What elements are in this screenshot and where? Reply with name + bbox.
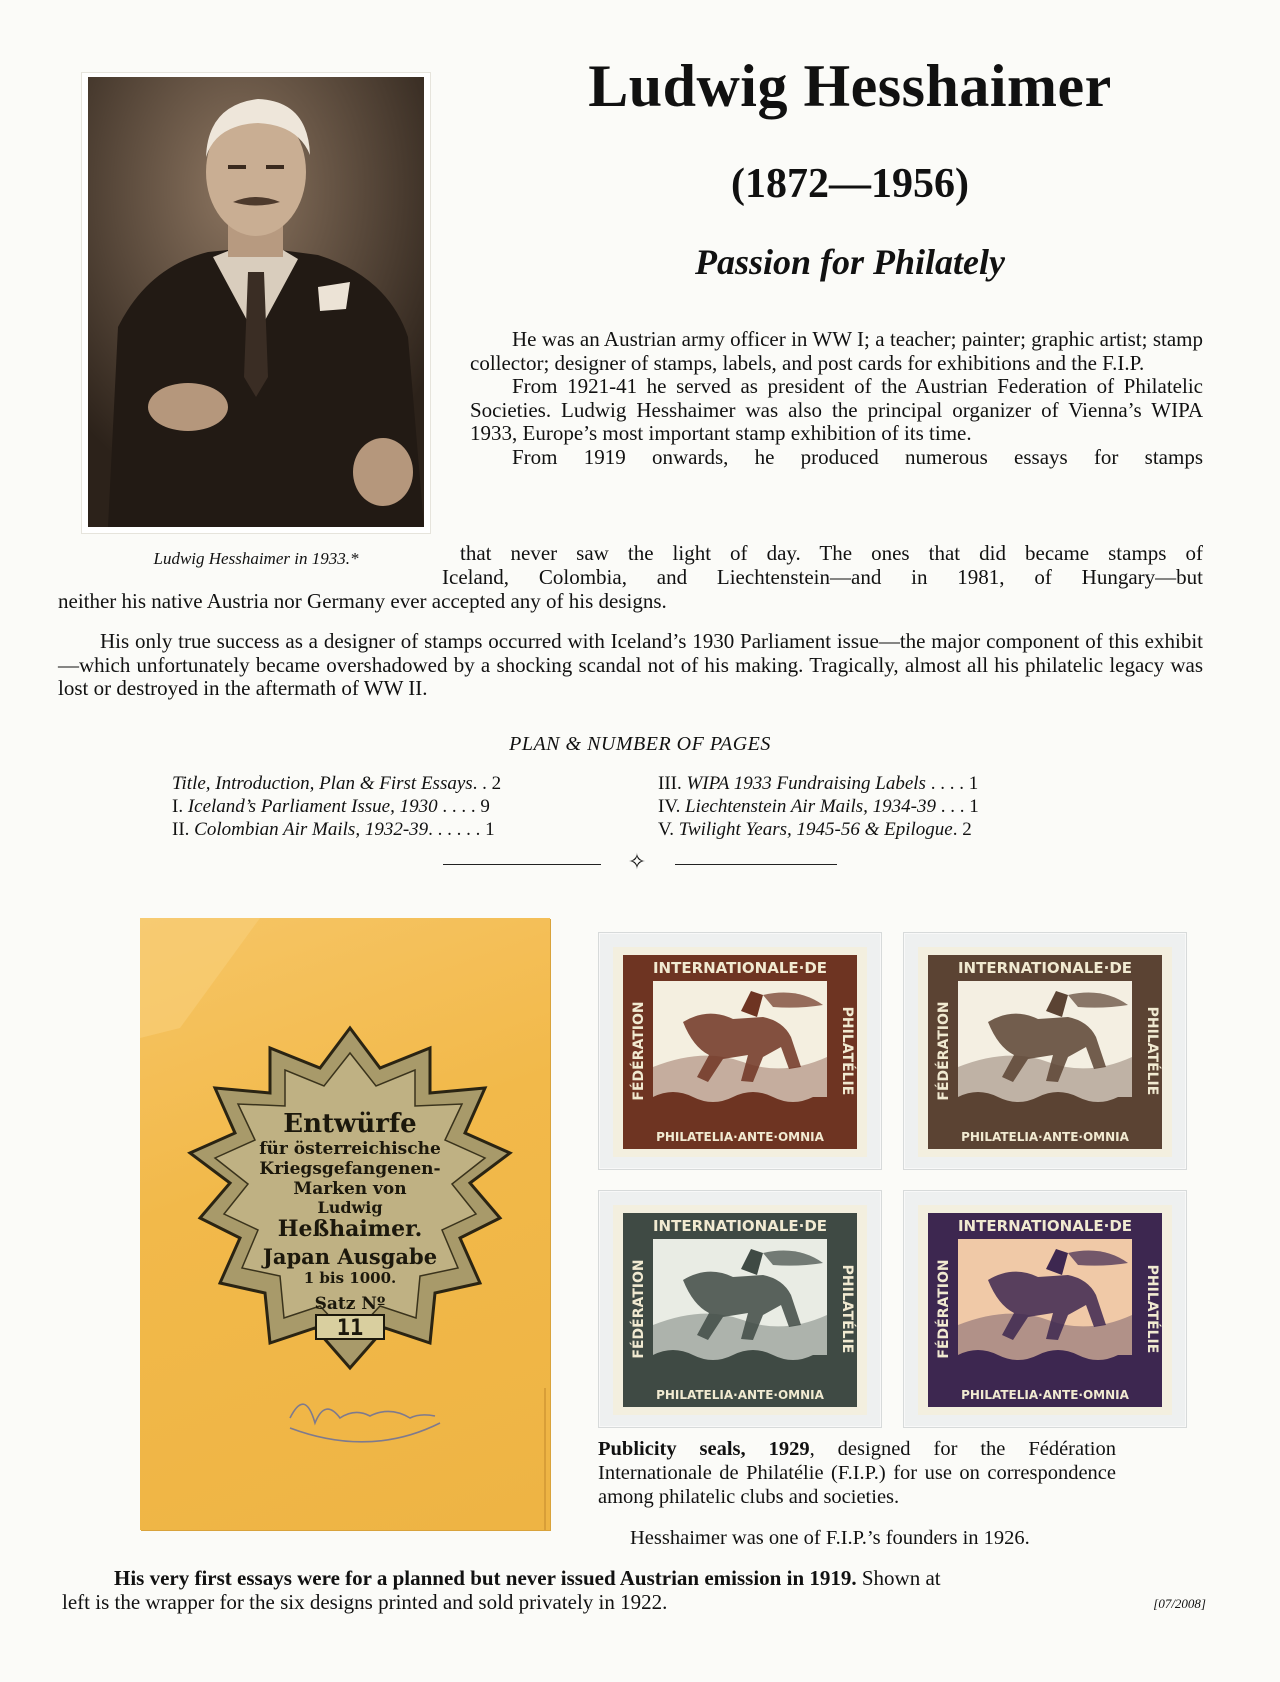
plan-entry-leader: . . .: [935, 796, 970, 817]
intro-paragraph-2: From 1921-41 he served as president of the Austrian Federation of Philatelic Societies. Ludwig Hesshaimer was also the principal organizer of Vienna’s WIPA 1933, Europe’s most important stamp exhibition of its time.: [470, 374, 1203, 446]
plan-entry-leader: . .: [472, 773, 492, 794]
wrapper-line-8: 1 bis 1000.: [303, 1269, 397, 1287]
stamp-artwork: [613, 947, 867, 1157]
wrapper-line-7: Japan Ausgabe: [262, 1244, 438, 1269]
stamp-top-inscription: INTERNATIONALE·DE: [652, 1217, 828, 1235]
wrapper-line-9: Satz Nº: [314, 1294, 386, 1314]
wrapper-artwork: [140, 918, 550, 1530]
stamp-right-inscription: PHILATÉLIE: [839, 1006, 855, 1096]
plan-right-column: [658, 772, 1218, 841]
stamp-sleeve: [903, 1190, 1187, 1428]
publicity-seal-stamp: [918, 1205, 1172, 1415]
stamp-left-inscription: FÉDÉRATION: [936, 1001, 952, 1101]
divider-ornament-icon: ✧: [627, 849, 647, 874]
stamp-right-inscription: PHILATÉLIE: [839, 1264, 855, 1354]
plan-entry-leader: . . . .: [437, 796, 481, 817]
essay-wrapper: [140, 918, 550, 1530]
footer-line-2: left is the wrapper for the six designs printed and sold privately in 1922.: [62, 1590, 668, 1614]
plan-entry-number: IV.: [658, 796, 681, 817]
page-subtitle: Passion for Philately: [694, 242, 1005, 282]
publicity-seal-stamp: [918, 947, 1172, 1157]
stamp-right-inscription: PHILATÉLIE: [1144, 1264, 1160, 1354]
plan-entry-pages: 1: [969, 796, 979, 817]
stamp-artwork: [918, 947, 1172, 1157]
wrapper-line-3: Kriegsgefangenen-: [259, 1159, 441, 1179]
intro-paragraph-4: [58, 630, 1203, 701]
intro-paragraph-3-line-3: Iceland, Colombia, and Liechtenstein—and in 1981, of Hungary—but: [442, 565, 1203, 589]
plan-entry-title: Colombian Air Mails, 1932-39: [194, 819, 429, 840]
divider-line-left: [443, 864, 601, 865]
intro-paragraph-1: He was an Austrian army officer in WW I; a teacher; painter; graphic artist; stamp collector; designer of stamps, labels, and post cards for exhibitions and the F.I.P.: [470, 327, 1203, 375]
intro-paragraph-3-line-4: neither his native Austria nor Germany ever accepted any of his designs.: [58, 589, 667, 613]
plan-entry-pages: 2: [491, 773, 502, 794]
plan-entry: [658, 795, 1218, 818]
stamp-bottom-inscription: PHILATELIA·ANTE·OMNIA: [961, 1388, 1129, 1402]
plan-entry-pages: 9: [480, 796, 490, 817]
plan-entry-number: III.: [658, 773, 682, 794]
portrait-photo-frame: [82, 73, 430, 533]
portrait-photo: [88, 77, 424, 527]
seals-caption-text: , designed for the Fédération Internationale de Philatélie (F.I.P.) for use on correspondence among philatelic clubs and societies.: [598, 1438, 1116, 1508]
page-reference: [07/2008]: [1153, 1596, 1206, 1611]
plan-entry-pages: 1: [485, 819, 495, 840]
stamp-bottom-inscription: PHILATELIA·ANTE·OMNIA: [961, 1130, 1129, 1144]
stamp-top-inscription: INTERNATIONALE·DE: [652, 959, 828, 977]
plan-entry: [172, 795, 632, 818]
plan-heading: PLAN & NUMBER OF PAGES: [509, 733, 771, 755]
wrapper-set-number: 11: [336, 1316, 364, 1341]
plan-left-column: [172, 772, 632, 841]
intro-paragraph-4-text: His only true success as a designer of stamps occurred with Iceland’s 1930 Parliament issue—the major component of this exhibit—which unfortunately became overshadowed by a shocking scandal not of his making. Tragically, almost all his philatelic legacy was lost or destroyed in the aftermath of WW II.: [58, 629, 1203, 701]
intro-paragraph-3-line-1: From 1919 onwards, he produced numerous essays for stamps: [512, 444, 1203, 469]
stamp-top-inscription: INTERNATIONALE·DE: [957, 959, 1133, 977]
wrapper-line-6: Heßhaimer.: [277, 1216, 423, 1242]
footer-text-end: Shown at: [856, 1566, 941, 1590]
wrapper-line-1: Entwürfe: [283, 1109, 417, 1139]
plan-entry-title: Twilight Years, 1945-56 & Epilogue: [678, 819, 953, 840]
stamp-left-inscription: FÉDÉRATION: [631, 1001, 647, 1101]
portrait-caption: Ludwig Hesshaimer in 1933.*: [153, 549, 359, 568]
divider-line-right: [675, 864, 837, 865]
portrait-illustration: [88, 77, 424, 527]
plan-entry-pages: 2: [962, 819, 972, 840]
signature: [290, 1404, 440, 1442]
stamp-bottom-inscription: PHILATELIA·ANTE·OMNIA: [656, 1130, 824, 1144]
plan-entry-number: I.: [172, 796, 184, 817]
plan-entry-title: Title, Introduction, Plan & First Essays: [172, 773, 473, 794]
stamp-left-inscription: FÉDÉRATION: [631, 1259, 647, 1359]
stamp-left-inscription: FÉDÉRATION: [936, 1259, 952, 1359]
plan-entry: [172, 772, 632, 795]
publicity-seal-stamp: [613, 1205, 867, 1415]
plan-entry: [658, 818, 1218, 841]
wrapper-line-5: Ludwig: [317, 1198, 383, 1217]
seals-caption: [598, 1437, 1116, 1509]
plan-entry-leader: . . . .: [925, 773, 969, 794]
plan-entry-leader: . . . . . .: [428, 819, 486, 840]
plan-entry-title: WIPA 1933 Fundraising Labels: [686, 773, 926, 794]
footer-bold: His very first essays were for a planned but never issued Austrian emission in 1919.: [114, 1566, 857, 1590]
seals-caption-bold: Publicity seals, 1929: [598, 1438, 810, 1460]
wrapper-line-2: für österreichische: [259, 1139, 441, 1159]
plan-entry-number: II.: [172, 819, 190, 840]
intro-paragraphs: [470, 328, 1203, 470]
plan-entry-title: Iceland’s Parliament Issue, 1930: [187, 796, 438, 817]
stamp-artwork: [613, 1205, 867, 1415]
wrapper-line-4: Marken von: [293, 1179, 407, 1199]
plan-entry-title: Liechtenstein Air Mails, 1934-39: [685, 796, 936, 817]
seals-note: Hesshaimer was one of F.I.P.’s founders in 1926.: [630, 1527, 1030, 1549]
stamp-sleeve: [598, 1190, 882, 1428]
stamp-sleeve: [598, 932, 882, 1170]
life-dates: (1872—1956): [731, 161, 969, 207]
stamp-artwork: [918, 1205, 1172, 1415]
plan-entry-pages: 1: [968, 773, 979, 794]
plan-entry: [658, 772, 1218, 795]
plan-entry-leader: .: [952, 819, 963, 840]
intro-paragraph-3-line-2: that never saw the light of day. The ones that did became stamps of: [460, 541, 1203, 565]
stamp-sleeve: [903, 932, 1187, 1170]
footer-text: [62, 1566, 1212, 1614]
plan-entry-number: V.: [658, 819, 675, 840]
plan-entry: [172, 818, 632, 841]
stamp-right-inscription: PHILATÉLIE: [1144, 1006, 1160, 1096]
stamp-bottom-inscription: PHILATELIA·ANTE·OMNIA: [656, 1388, 824, 1402]
publicity-seal-stamp: [613, 947, 867, 1157]
page-title: Ludwig Hesshaimer: [588, 53, 1112, 119]
stamp-top-inscription: INTERNATIONALE·DE: [957, 1217, 1133, 1235]
